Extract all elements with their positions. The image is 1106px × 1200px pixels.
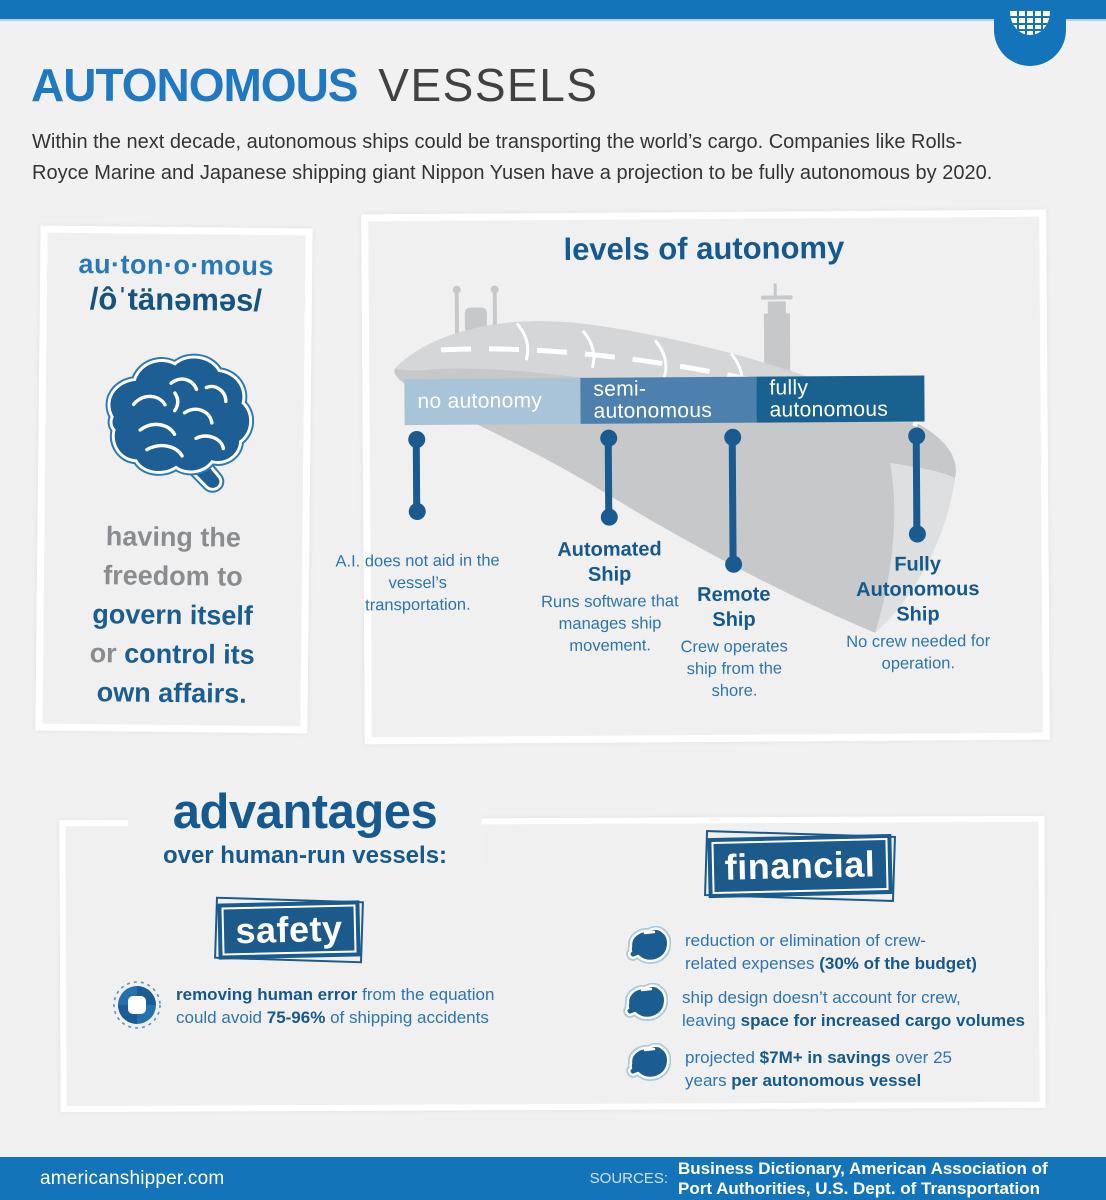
piggy-bank-icon [622,983,668,1028]
stage-pin [913,436,921,535]
stage-fully-autonomous-ship [842,552,995,675]
page-title-primary: AUTONOMOUS [31,59,358,111]
level-segment-no-autonomy [404,378,580,425]
definition-word: au·ton·o·mous [78,248,275,282]
ribbon-badge [994,0,1066,66]
segment-label: fully [769,376,809,400]
level-segment-semi-autonomous [580,377,756,424]
sources-text: Business Dictionary, American Association of Port Authorities, U.S. Dept. of Transportation [678,1158,1048,1198]
stage-automated-ship [534,537,685,657]
stage-description: Runs software that manages ship movement. [541,592,679,655]
financial-bullet-text: projected $7M+ in savings over 25 years per autonomous vessel [685,1048,952,1090]
segment-label: semi- [593,377,647,401]
stage-remote-ship [678,582,791,702]
segment-label: no autonomy [417,389,543,414]
safety-badge [218,902,360,958]
globe-grid-icon [1007,9,1053,42]
advantages-subtitle: over human-run vessels: [162,842,448,869]
stage-no-autonomy [333,546,501,616]
intro-paragraph: Within the next decade, autonomous ships could be transporting the world’s cargo. Companies like Rolls- Royce Marine and Japanese shipping giant Nippon Yusen have a projection to be fully autonomous by 2020. [32,131,993,184]
advantages-title: advantages [172,785,438,839]
autonomy-level-bar [404,375,924,425]
stage-title: Fully Autonomous Ship [856,553,980,626]
financial-bullet-text: ship design doesn’t account for crew, leaving space for increased cargo volumes [682,988,1026,1030]
segment-label: autonomous [769,397,889,422]
sources-label: SOURCES: [589,1170,668,1187]
stage-pin [413,439,421,512]
top-bar [0,0,1106,21]
levels-of-autonomy-panel [335,210,1050,745]
financial-badge-body [707,834,892,898]
stage-description: Crew operates ship from the shore. [680,637,788,700]
levels-title: levels of autonomy [563,230,845,267]
stage-description: A.I. does not aid in the vessel’s transportation. [335,551,500,615]
page-title-secondary: VESSELS [378,59,599,111]
page-title [31,58,598,112]
level-segment-fully-autonomous [756,375,924,422]
definition-meaning: having the freedom to govern itself or control its own affairs. [89,521,255,709]
financial-badge [708,836,892,896]
stage-title: Automated Ship [557,538,662,586]
life-buoy-icon [112,980,162,1035]
stage-title: Remote Ship [697,583,771,631]
piggy-bank-icon [625,926,671,971]
footer-bar [0,1157,1106,1200]
stage-pin [605,438,613,518]
advantages-header [128,784,482,870]
stage-description: No crew needed for operation. [846,632,991,673]
segment-label: autonomous [593,398,713,423]
safety-bullet [112,980,494,1035]
safety-badge-label: safety [235,907,343,952]
brain-icon [85,343,265,497]
financial-bullet [625,1043,952,1092]
financial-badge-label: financial [724,843,876,888]
financial-bullet [622,983,1025,1032]
piggy-bank-icon [625,1043,671,1088]
financial-bullet-text: reduction or elimination of crew- related expenses (30% of the budget) [685,931,977,973]
definition-pronunciation: /ôˈtänəməs/ [89,281,263,318]
footer-site-link[interactable]: americanshipper.com [40,1167,225,1189]
safety-bullet-text: removing human error from the equation could avoid 75-96% of shipping accidents [176,985,495,1027]
safety-badge-body [217,900,360,959]
financial-bullet [625,926,977,975]
definition-panel [35,226,312,734]
footer-sources [590,1159,1070,1199]
stage-pin [729,437,737,565]
